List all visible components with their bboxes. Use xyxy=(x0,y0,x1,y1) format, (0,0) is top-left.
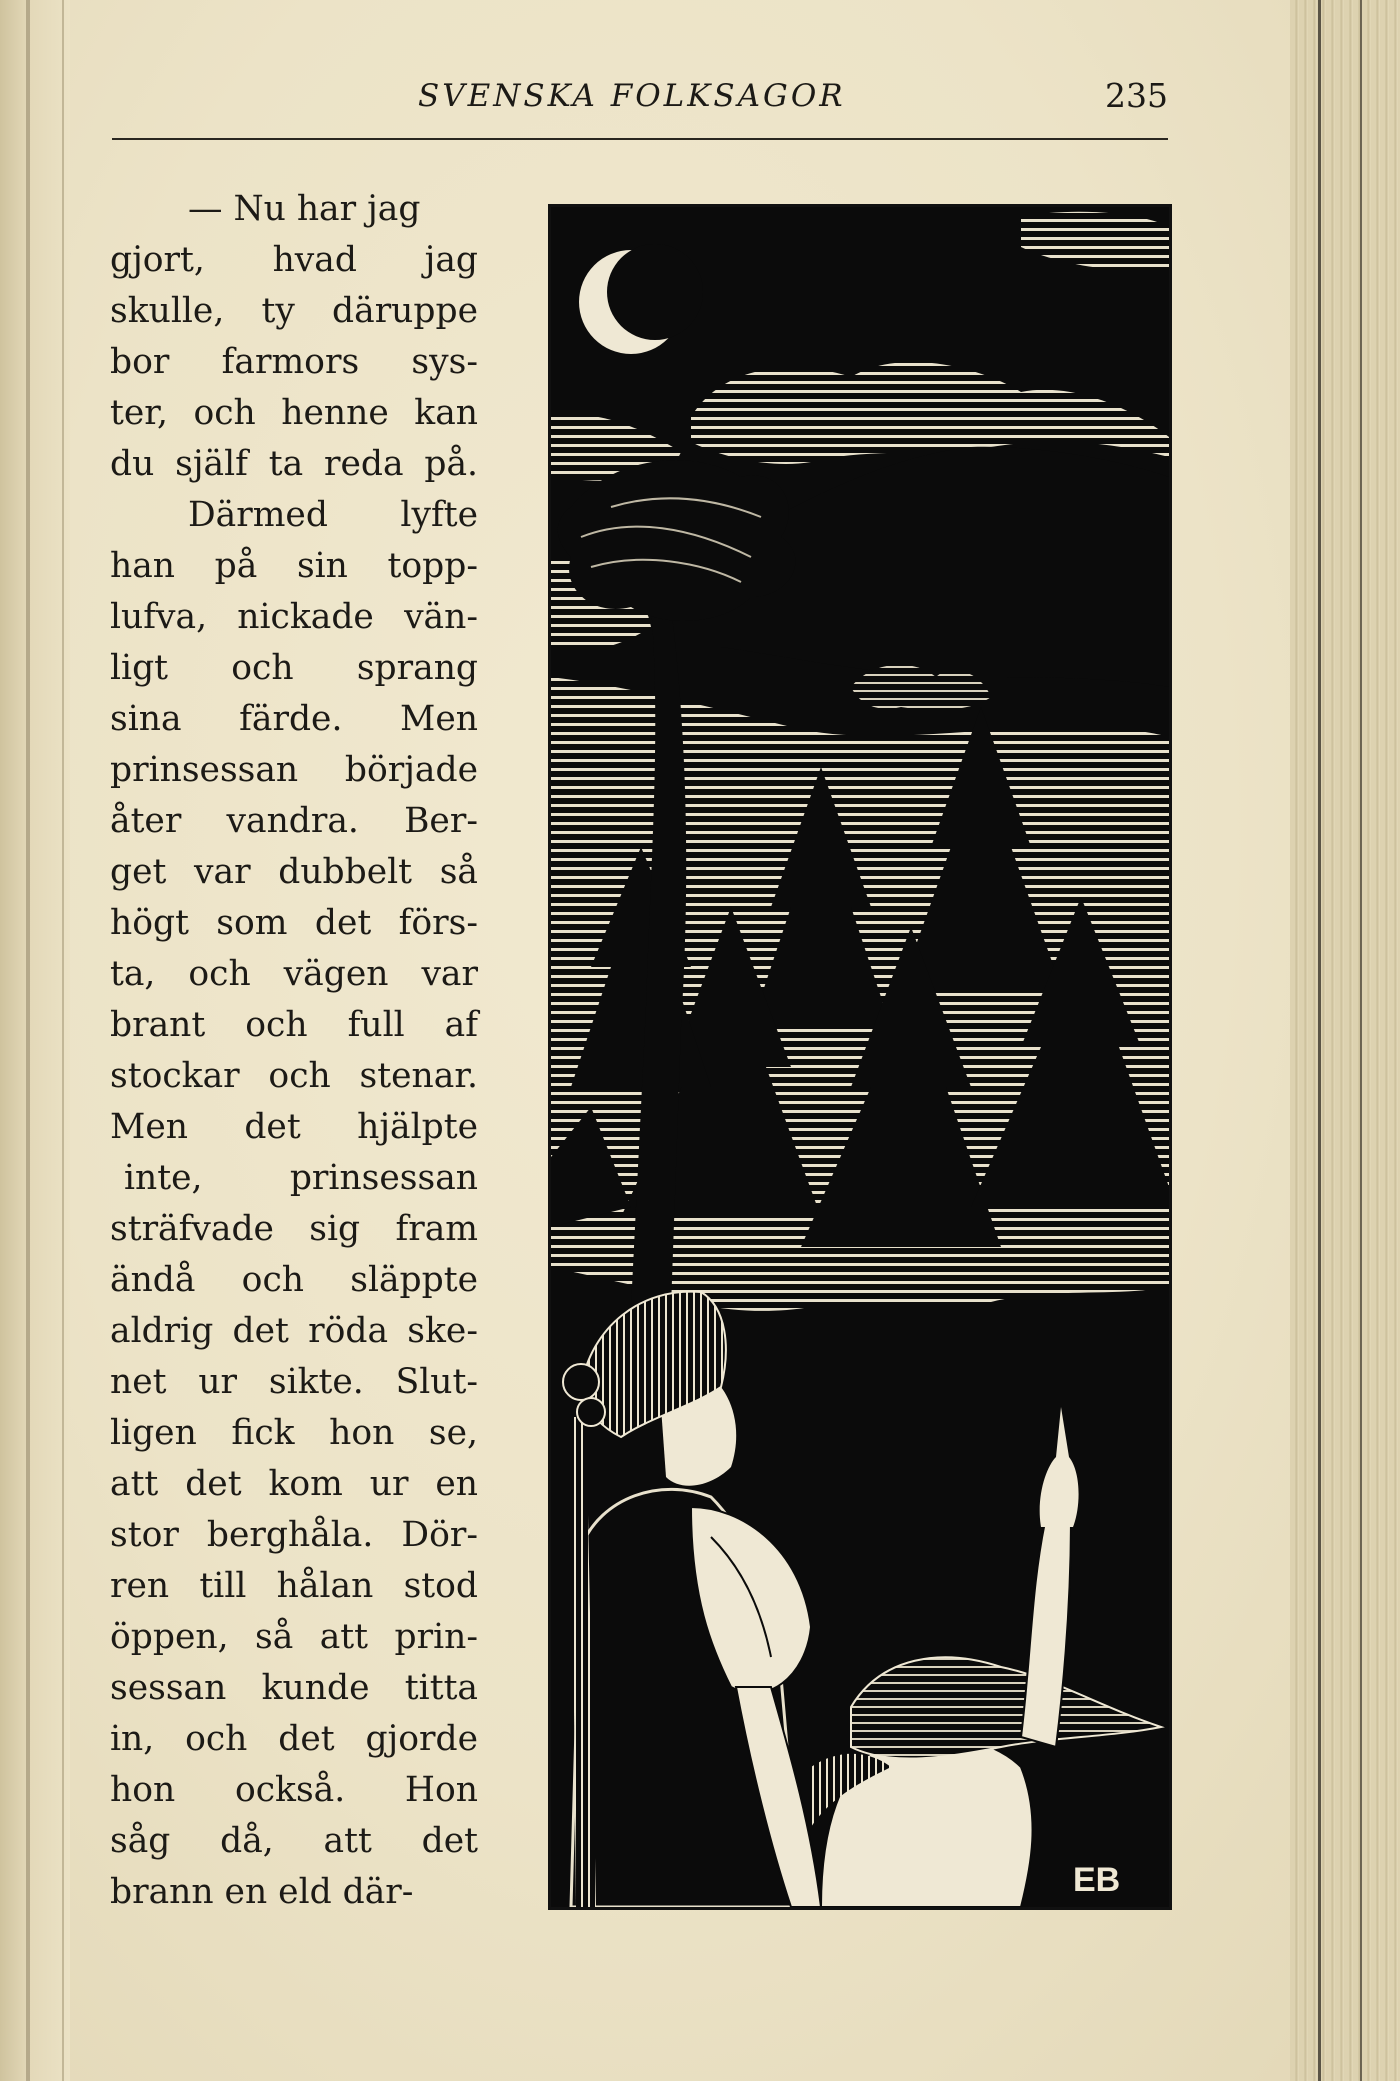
text-line: net ur sikte. Slut- xyxy=(110,1362,478,1402)
page-stack-line xyxy=(1318,0,1321,2081)
text-line: lufva, nickade vän- xyxy=(110,597,478,637)
header-rule xyxy=(112,138,1168,140)
woodcut-illustration xyxy=(548,204,1172,1910)
running-head-title: SVENSKA FOLKSAGOR xyxy=(418,78,846,114)
text-line: han på sin topp- xyxy=(110,546,478,586)
text-line: aldrig det röda ske- xyxy=(110,1311,478,1351)
text-line: såg då, att det xyxy=(110,1821,478,1861)
text-line: du själf ta reda på. xyxy=(110,444,478,484)
page-number: 235 xyxy=(1105,76,1168,115)
artist-monogram: EB xyxy=(1073,1861,1121,1899)
text-line: ta, och vägen var xyxy=(110,954,478,994)
text-line: in, och det gjorde xyxy=(110,1719,478,1759)
text-line: stor berghåla. Dör- xyxy=(110,1515,478,1555)
text-line: ter, och henne kan xyxy=(110,393,478,433)
page-stack-line-outer xyxy=(1360,0,1362,2081)
text-line: ligt och sprang xyxy=(110,648,478,688)
text-line: skulle, ty däruppe xyxy=(110,291,478,331)
binding-shadow-line xyxy=(26,0,30,2081)
running-head xyxy=(110,78,1168,128)
text-line: högt som det förs- xyxy=(110,903,478,943)
text-line: gjort, hvad jag xyxy=(110,240,478,280)
text-line: sina färde. Men xyxy=(110,699,478,739)
text-line: Därmed lyfte xyxy=(188,495,478,535)
text-line: stockar och stenar. xyxy=(110,1056,478,1096)
text-line: brant och full af xyxy=(110,1005,478,1045)
text-line: att det kom ur en xyxy=(110,1464,478,1504)
binding-margin-line xyxy=(62,0,64,2081)
binding-edge xyxy=(0,0,70,2081)
text-line: sessan kunde titta xyxy=(110,1668,478,1708)
text-line: prinsessan började xyxy=(110,750,478,790)
illustration-svg xyxy=(551,207,1169,1907)
text-line: öppen, så att prin- xyxy=(110,1617,478,1657)
text-line: get var dubbelt så xyxy=(110,852,478,892)
text-line: hon också. Hon xyxy=(110,1770,478,1810)
text-line: bor farmors sys- xyxy=(110,342,478,382)
text-line: — Nu har jag xyxy=(188,189,421,229)
text-line: ren till hålan stod xyxy=(110,1566,478,1606)
text-line: åter vandra. Ber- xyxy=(110,801,478,841)
text-line: sträfvade sig fram xyxy=(110,1209,478,1249)
body-text-column xyxy=(110,184,478,1918)
text-line: ligen fick hon se, xyxy=(110,1413,478,1453)
text-line: Men det hjälpte xyxy=(110,1107,478,1147)
text-line: inte, prinsessan xyxy=(124,1158,478,1198)
text-line: ändå och släppte xyxy=(110,1260,478,1300)
page-stack-edge xyxy=(1290,0,1400,2081)
text-line: brann en eld där- xyxy=(110,1872,414,1912)
